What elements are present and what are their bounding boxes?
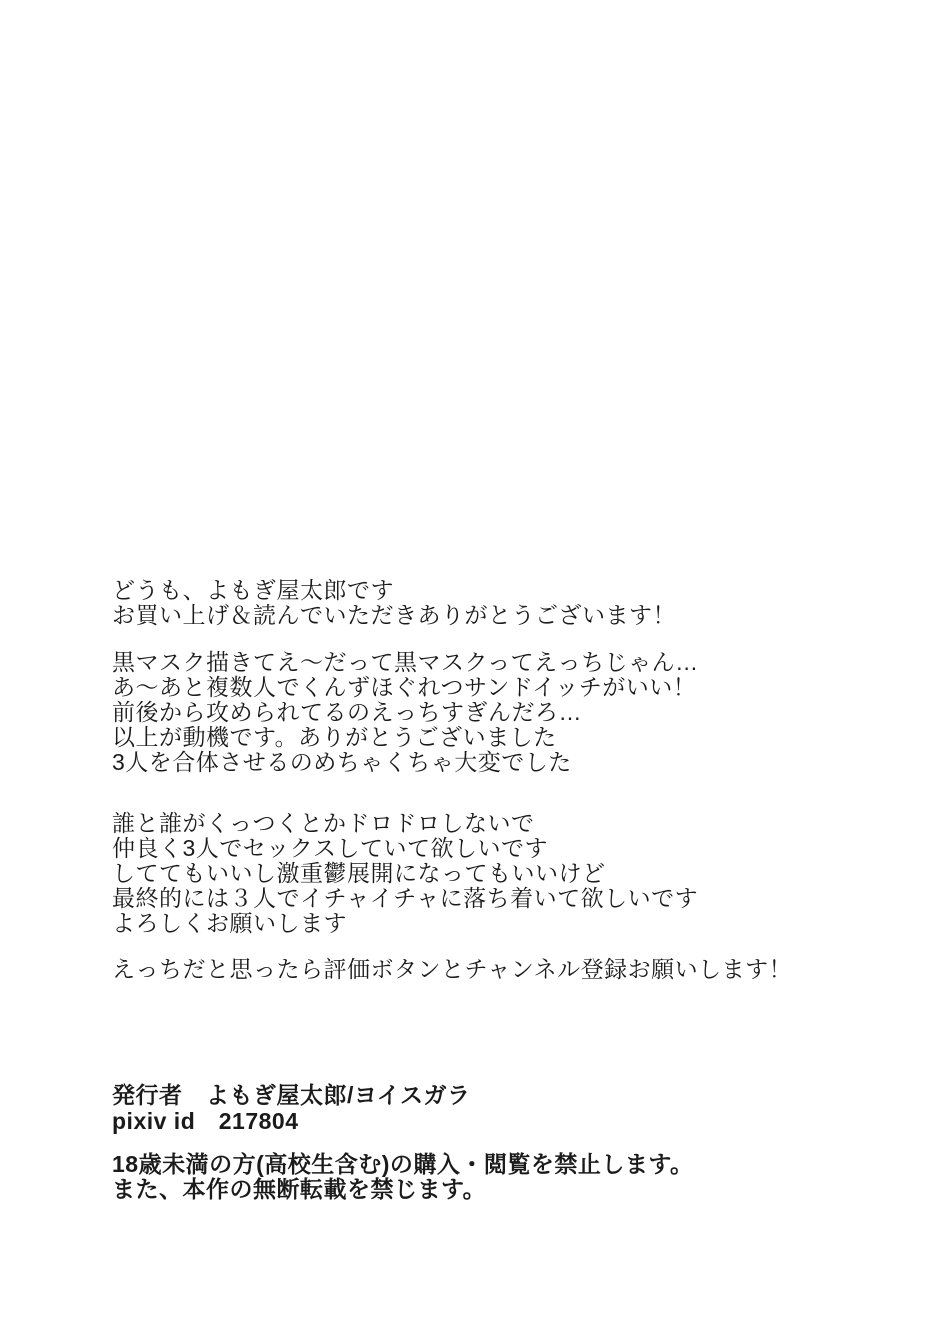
age-notice-block (112, 1152, 694, 1202)
wish-line: 仲良く3人でセックスしていて欲しいです (112, 835, 549, 861)
motivation-line: 3人を合体させるのめちゃくちゃ大変でした (112, 749, 572, 775)
wish-line: 誰と誰がくっつくとかドロドロしないで (112, 810, 535, 836)
age-restriction-line: 18歳未満の方(高校生含む)の購入・閲覧を禁止します。 (112, 1151, 694, 1177)
afterword-text (112, 578, 792, 982)
intro-line: お買い上げ＆読んでいただきありがとうございます！ (112, 602, 676, 628)
wish-paragraph (112, 811, 792, 936)
colophon (112, 1082, 694, 1202)
motivation-line: 以上が動機です。ありがとうございました (112, 724, 557, 750)
wish-line: しててもいいし激重鬱展開になってもいいけど (112, 860, 606, 886)
wish-line: よろしくお願いします (112, 910, 347, 936)
intro-line: どうも、よもぎ屋太郎です (112, 577, 394, 603)
motivation-paragraph (112, 650, 792, 775)
publisher-block (112, 1082, 694, 1134)
wish-line: 最終的には３人でイチャイチャに落ち着いて欲しいです (112, 885, 699, 911)
motivation-line: あ〜あと複数人でくんずほぐれつサンドイッチがいい！ (112, 674, 697, 700)
pixiv-id-line: pixiv id 217804 (112, 1108, 299, 1134)
publisher-line: 発行者 よもぎ屋太郎/ヨイスガラ (112, 1082, 471, 1108)
intro-paragraph (112, 578, 792, 628)
cta-paragraph (112, 957, 792, 982)
no-reproduction-line: また、本作の無断転載を禁じます。 (112, 1176, 487, 1202)
motivation-line: 黒マスク描きてえ〜だって黒マスクってえっちじゃん… (112, 649, 699, 675)
cta-line: えっちだと思ったら評価ボタンとチャンネル登録お願いします！ (112, 956, 793, 982)
motivation-line: 前後から攻められてるのえっちすぎんだろ… (112, 699, 582, 725)
